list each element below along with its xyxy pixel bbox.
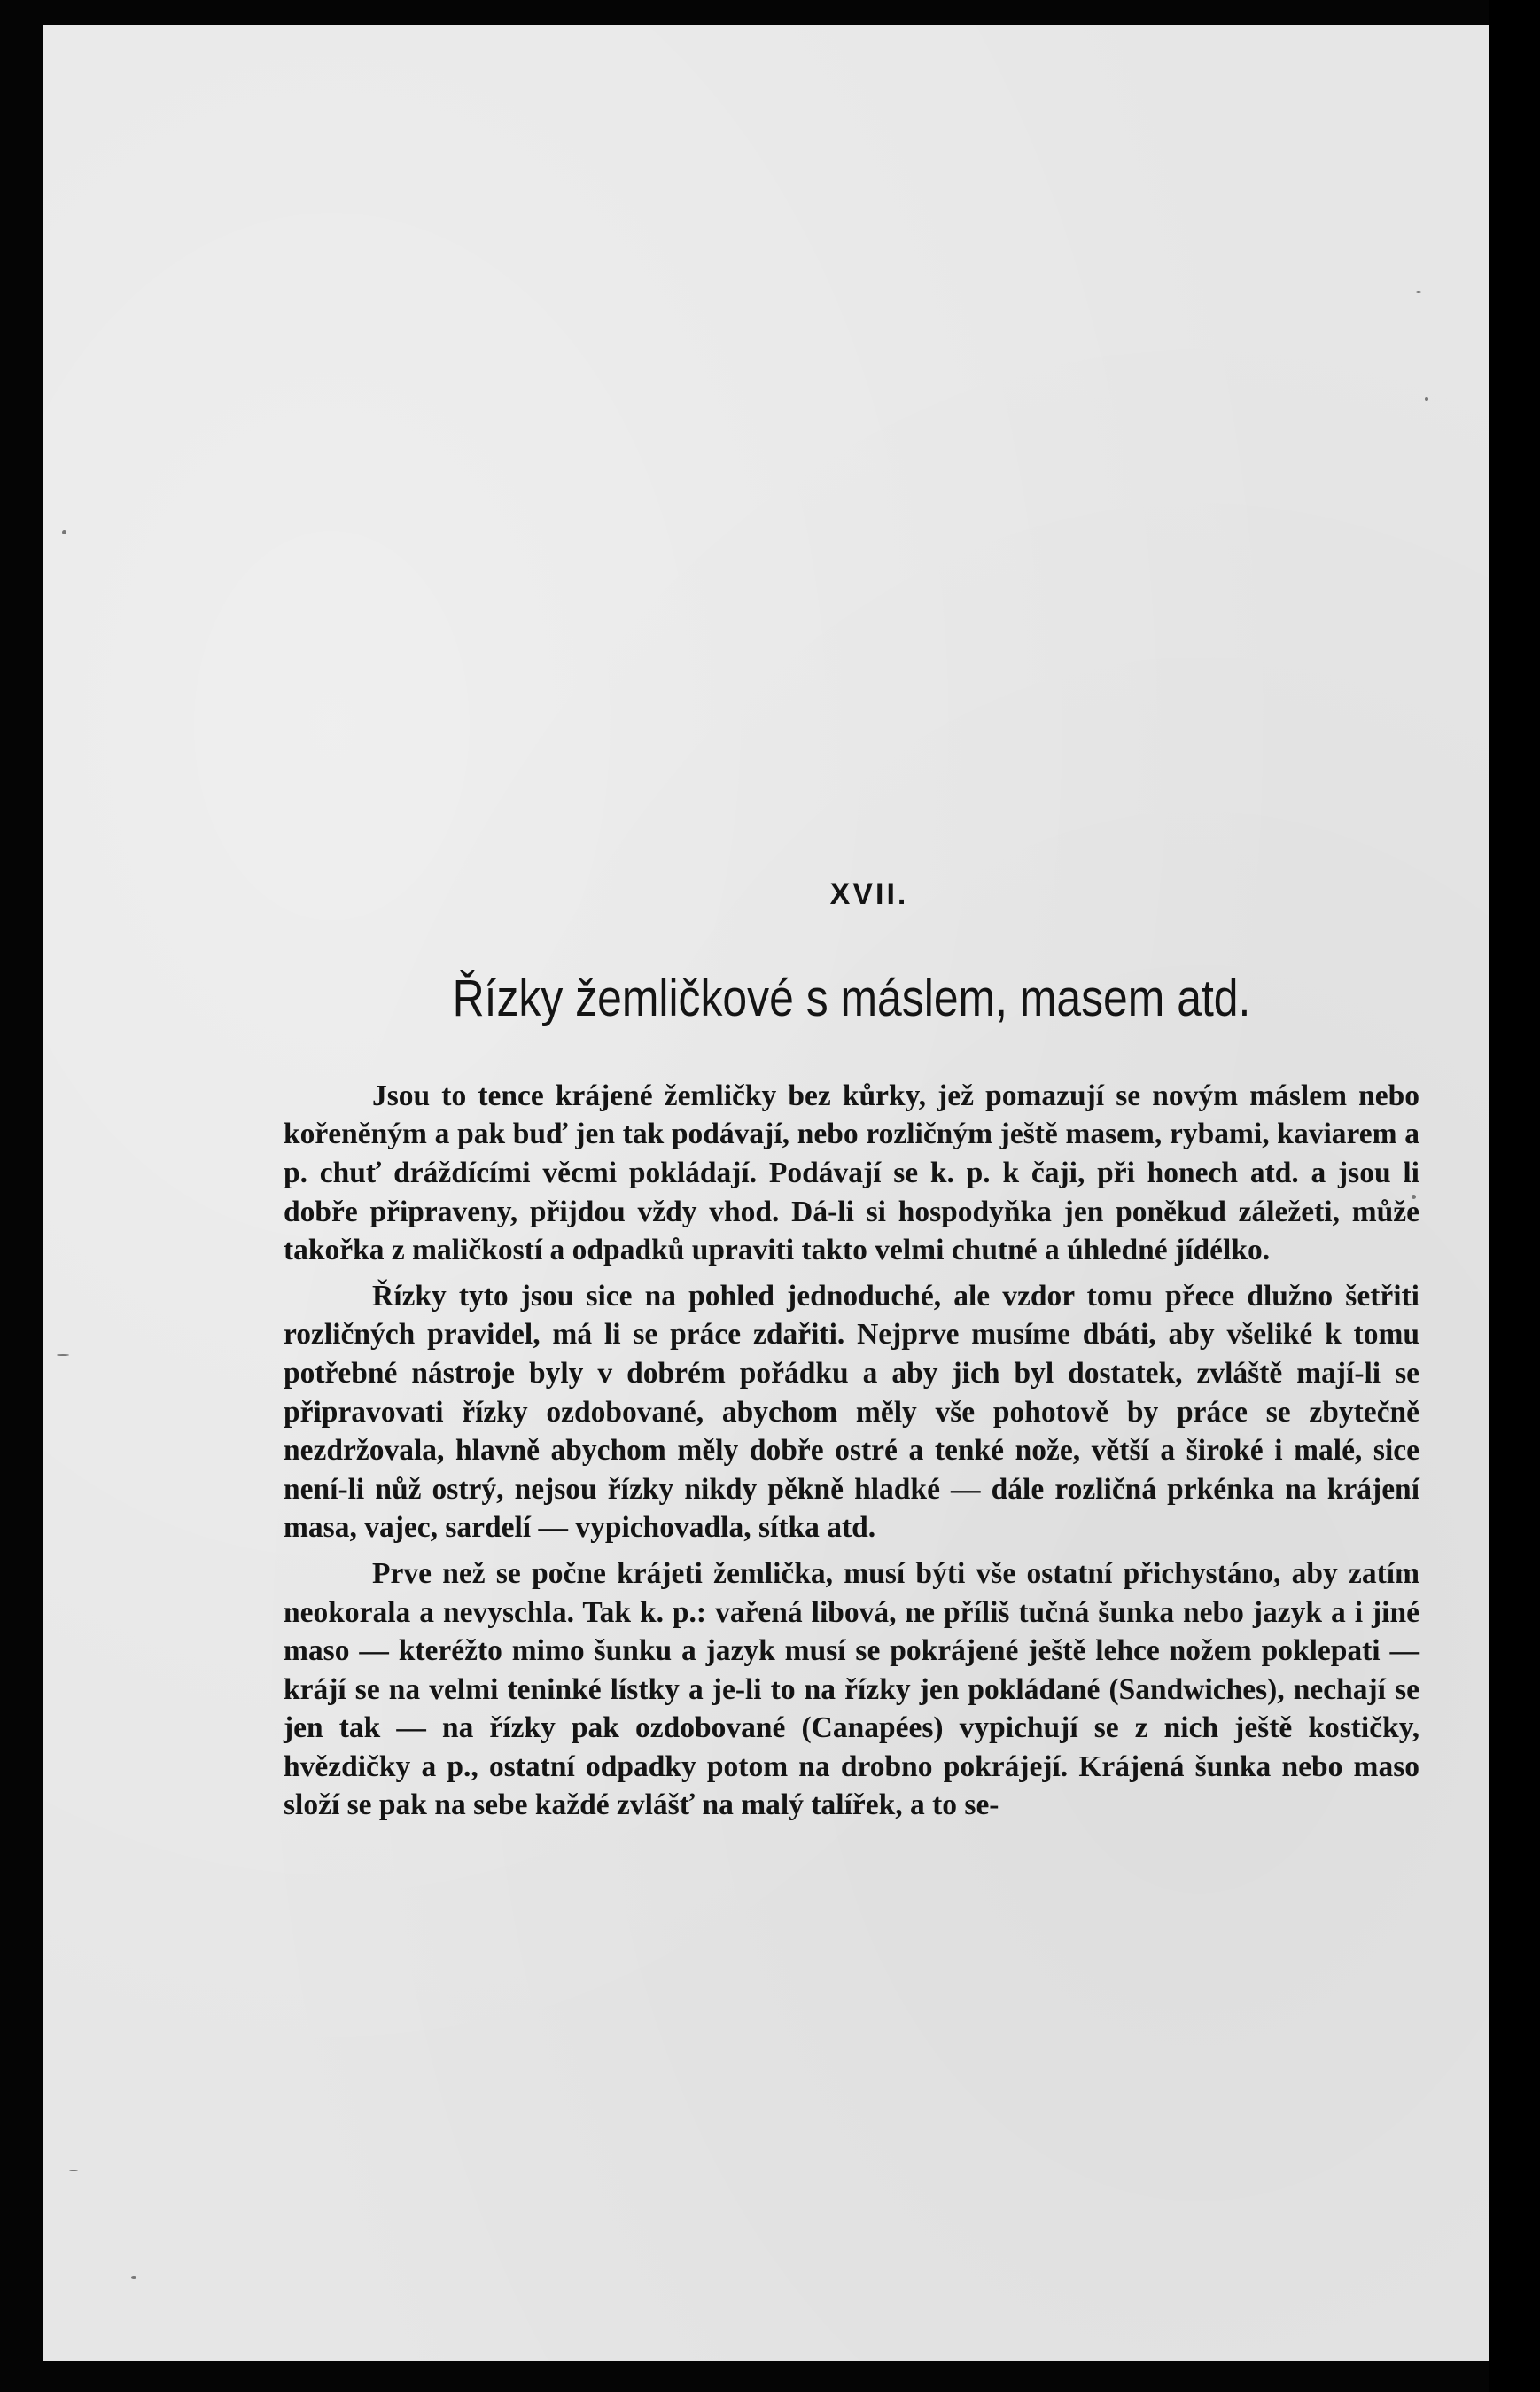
dust-speck [69, 2170, 78, 2171]
dust-speck [57, 1354, 69, 1356]
paragraph-2: Řízky tyto jsou sice na pohled jednoduché, ale vzdor tomu přece dlužno šetřiti rozličných pravidel, má li se práce zdařiti. Nejprve musíme dbáti, aby všeliké k tomu potřebné nástroje byly v dobrém pořádku a aby jich byl dostatek, zvláště mají-li se připravovati řízky ozdobované, abychom měly vše pohotově by práce se zbytečně nezdržovala, hlavně abychom měly dobře ostré a tenké nože, větší a široké i malé, sice není-li nůž ostrý, nejsou řízky nikdy pěkně hladké — dále rozličná prkénka na krájení masa, vajec, sardelí — vypichovadla, sítka atd. [284, 1279, 1419, 1545]
dust-speck [1416, 291, 1421, 293]
page-edge-shadow [1489, 0, 1540, 2392]
dust-speck [1425, 397, 1428, 401]
dust-speck [62, 530, 66, 534]
chapter-title: Řízky žemličkové s máslem, masem atd. [452, 970, 1251, 1027]
paragraph-3: Prve než se počne krájeti žemlička, musí býti vše ostatní přichystáno, aby zatím neokorala a nevyschla. Tak k. p.: vařená libová, ne příliš tučná šunka nebo jazyk a i jiné maso — kteréžto mimo šunku a jazyk musí se pokrájené ještě lehce nožem poklepati — krájí se na velmi teninké lístky a je-li to na řízky jen pokládané (Sandwiches), nechají se jen tak — na řízky pak ozdobované (Canapées) vypichují se z nich ještě kostičky, hvězdičky a p., ostatní odpadky potom na drobno pokrájejí. Krájená šunka nebo maso složí se pak na sebe každé zvlášť na malý talířek, a to se- [284, 1556, 1419, 1822]
chapter-number: XVII. [829, 877, 909, 911]
dust-speck [131, 2276, 136, 2279]
paragraph-1: Jsou to tence krájené žemličky bez kůrky, jež pomazují se novým máslem nebo kořeněným a pak buď jen tak podávají, nebo rozličným ještě masem, rybami, kaviarem a p. chuť dráždícími věcmi pokládají. Podávají se k. p. k čaji, při honech atd. a jsou li dobře připraveny, přijdou vždy vhod. Dá-li si hospodyňka jen poněkud záležeti, může takořka z maličkostí a odpadků upraviti takto velmi chutné a úhledné jídélko. [284, 1079, 1419, 1267]
chapter-content [284, 877, 1419, 1832]
